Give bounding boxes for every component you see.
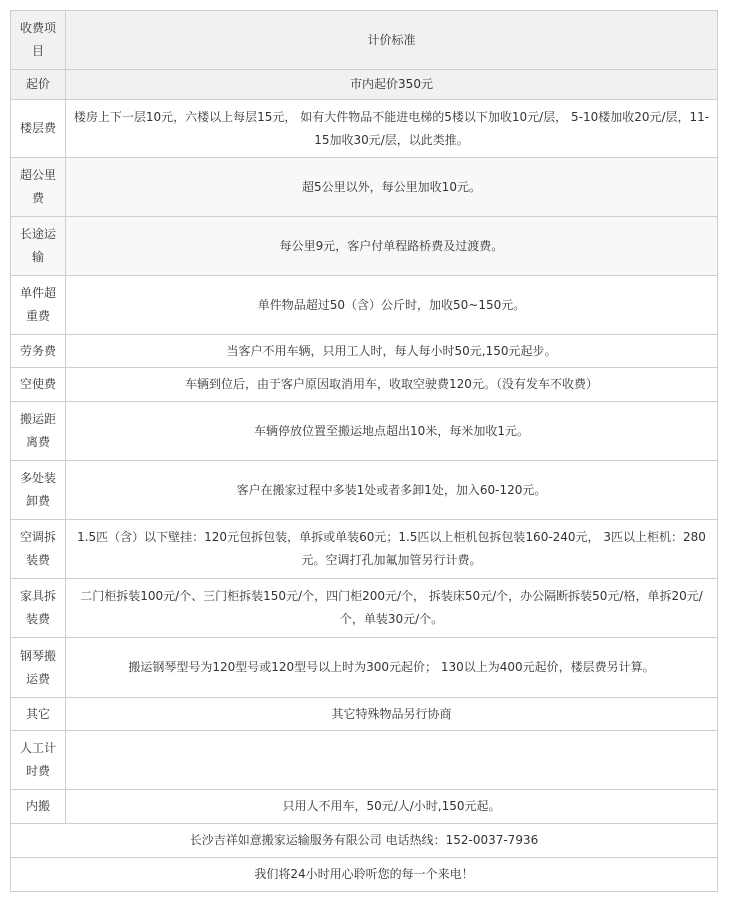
row-label: 超公里费 <box>11 158 66 217</box>
row-text: 市内起价350元 <box>66 70 718 100</box>
table-header-row <box>11 11 718 70</box>
price-table-container <box>10 10 718 892</box>
row-label: 多处装卸费 <box>11 461 66 520</box>
footer-row-company <box>11 824 718 858</box>
footer-row-slogan <box>11 858 718 892</box>
row-label: 单件超重费 <box>11 276 66 335</box>
row-label: 搬运距离费 <box>11 402 66 461</box>
price-table <box>10 10 718 892</box>
table-row <box>11 402 718 461</box>
row-text: 楼房上下一层10元，六楼以上每层15元， 如有大件物品不能进电梯的5楼以下加收10元/层， 5-10楼加收20元/层，11-15加收30元/层，以此类推。 <box>66 100 718 158</box>
header-standard-label: 计价标准 <box>66 11 718 70</box>
row-text: 1.5匹（含）以下壁挂：120元包拆包装，单拆或单装60元；1.5匹以上柜机包拆包装160-240元， 3匹以上柜机：280元。空调打孔加氟加管另行计费。 <box>66 520 718 579</box>
row-text: 车辆停放位置至搬运地点超出10米，每米加收1元。 <box>66 402 718 461</box>
table-row <box>11 461 718 520</box>
table-row <box>11 368 718 402</box>
row-label: 劳务费 <box>11 335 66 368</box>
row-text: 车辆到位后，由于客户原因取消用车，收取空驶费120元。（没有发车不收费） <box>66 368 718 402</box>
row-label: 家具拆装费 <box>11 579 66 638</box>
row-text: 每公里9元，客户付单程路桥费及过渡费。 <box>66 217 718 276</box>
row-label: 空使费 <box>11 368 66 402</box>
table-row <box>11 638 718 698</box>
row-label: 起价 <box>11 70 66 100</box>
table-row <box>11 698 718 731</box>
row-label: 内搬 <box>11 790 66 824</box>
row-text: 单件物品超过50（含）公斤时，加收50~150元。 <box>66 276 718 335</box>
table-row <box>11 790 718 824</box>
table-row <box>11 335 718 368</box>
row-text: 客户在搬家过程中多装1处或者多卸1处，加入60-120元。 <box>66 461 718 520</box>
row-text: 二门柜拆装100元/个、三门柜拆装150元/个，四门柜200元/个， 拆装床50元/个，办公隔断拆装50元/格，单拆20元/个，单装30元/个。 <box>66 579 718 638</box>
row-label: 钢琴搬运费 <box>11 638 66 698</box>
table-row <box>11 100 718 158</box>
table-row <box>11 158 718 217</box>
row-text: 搬运钢琴型号为120型号或120型号以上时为300元起价； 130以上为400元起价，楼层费另计算。 <box>66 638 718 698</box>
footer-slogan: 我们将24小时用心聆听您的每一个来电！ <box>11 858 718 892</box>
row-label: 楼层费 <box>11 100 66 158</box>
table-row <box>11 520 718 579</box>
footer-company-hotline: 长沙吉祥如意搬家运输服务有限公司 电话热线：152-0037-7936 <box>11 824 718 858</box>
row-text: 当客户不用车辆，只用工人时，每人每小时50元,150元起步。 <box>66 335 718 368</box>
row-text: 只用人不用车，50元/人/小时,150元起。 <box>66 790 718 824</box>
header-item-label: 收费项目 <box>11 11 66 70</box>
row-text <box>66 731 718 790</box>
row-text: 其它特殊物品另行协商 <box>66 698 718 731</box>
row-label: 人工计时费 <box>11 731 66 790</box>
row-label: 长途运输 <box>11 217 66 276</box>
table-row <box>11 579 718 638</box>
table-row <box>11 276 718 335</box>
row-text: 超5公里以外，每公里加收10元。 <box>66 158 718 217</box>
row-label: 其它 <box>11 698 66 731</box>
table-row <box>11 217 718 276</box>
table-row <box>11 731 718 790</box>
table-row <box>11 70 718 100</box>
row-label: 空调拆装费 <box>11 520 66 579</box>
